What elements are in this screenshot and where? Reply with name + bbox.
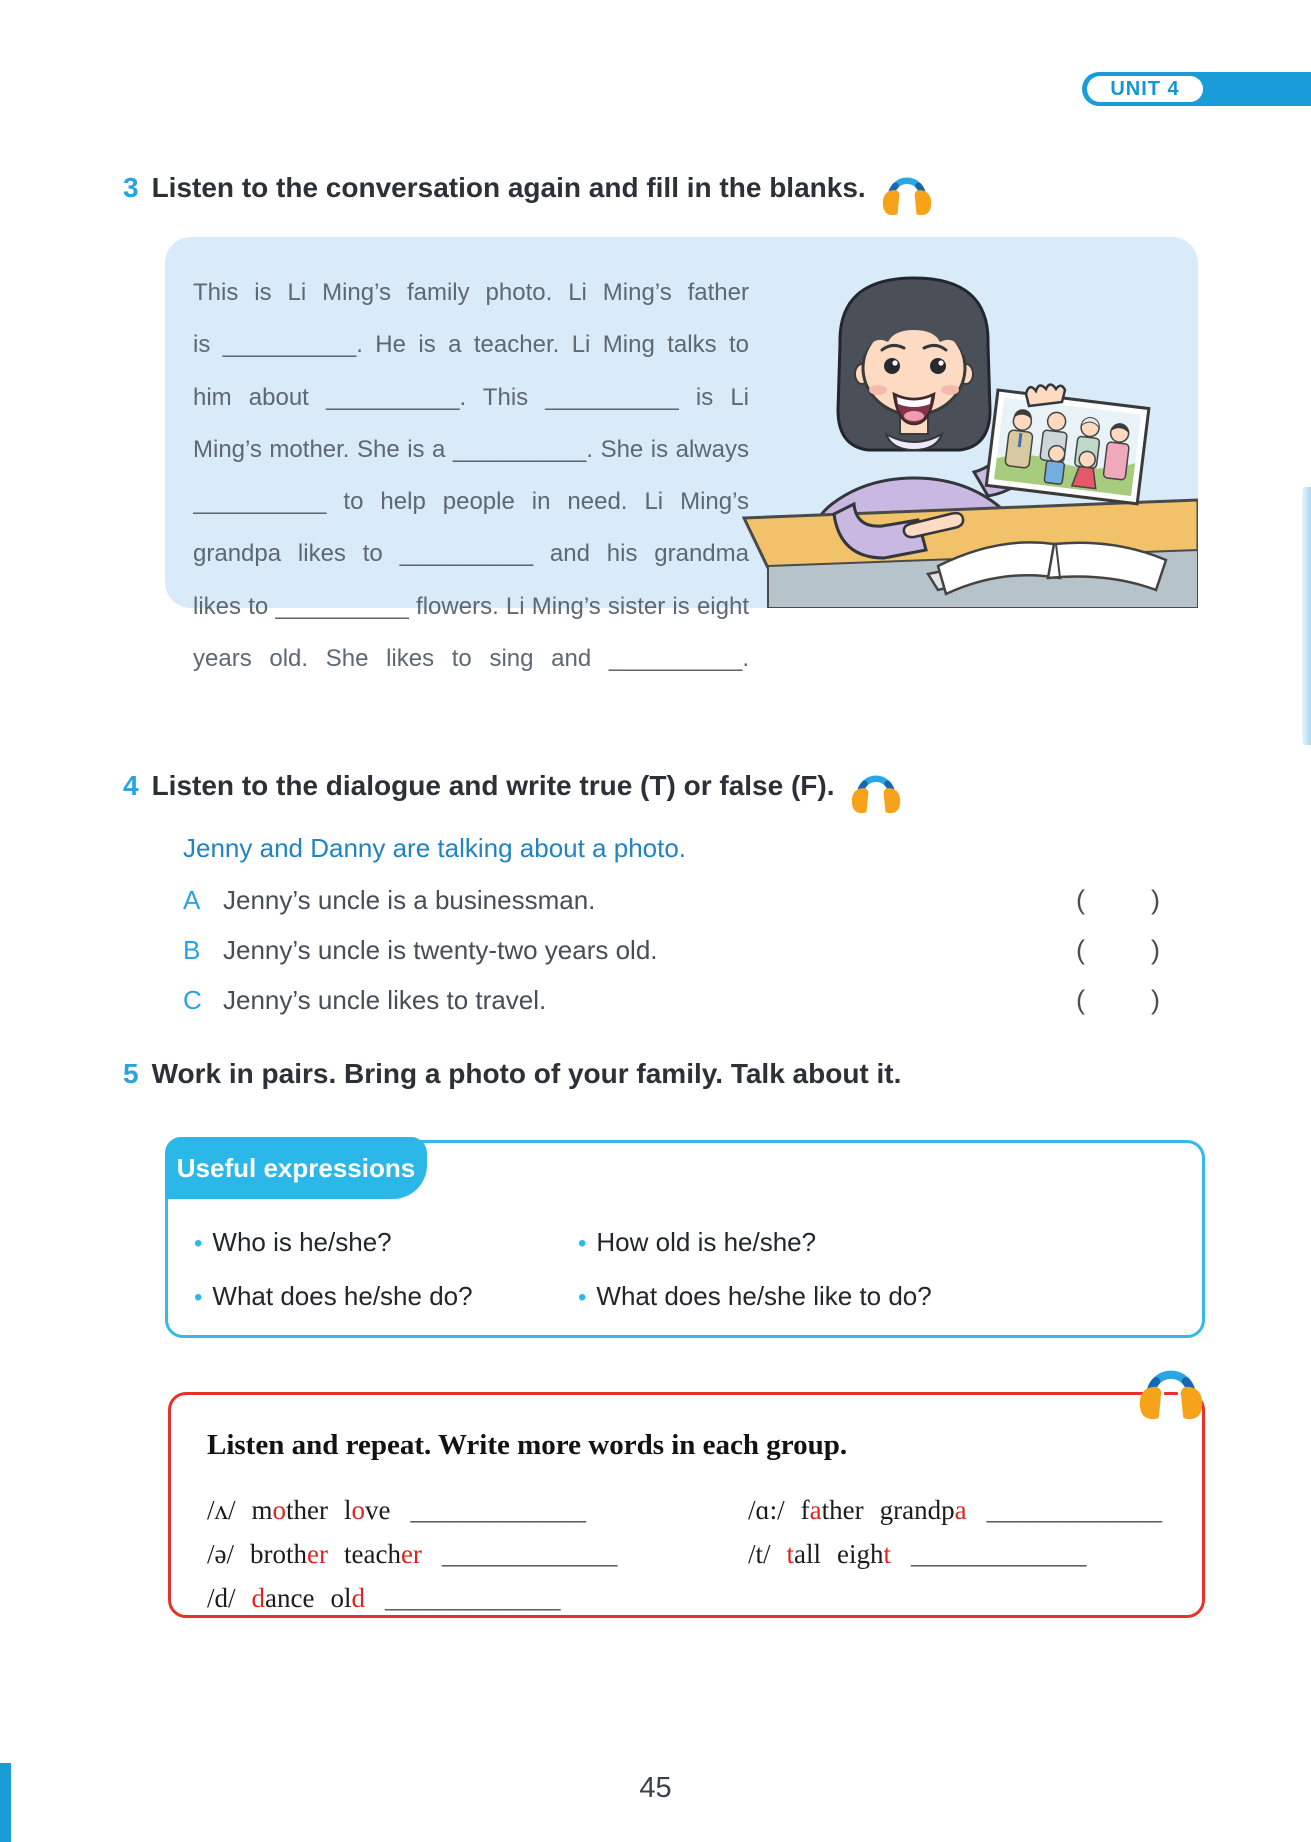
answer-parentheses [1076,935,1160,966]
ipa-symbol: /ɑ:/ [748,1495,785,1525]
phonics-word: tall [786,1539,822,1569]
exercise-5-heading [123,1058,901,1090]
phonics-row [748,1495,1162,1526]
expression-item [578,1281,932,1312]
phonics-word: eight [837,1539,892,1569]
phonics-word: love [344,1495,391,1525]
exercise-5-title: Work in pairs. Bring a photo of your family. Talk about it. [151,1058,902,1089]
holding-hand [1026,385,1065,407]
headphones-icon [848,763,904,815]
passage-line: This is Li Ming’s family photo. Li Ming’s father [193,279,749,306]
bullet-icon: • [578,1284,587,1311]
expression-text: Who is he/she? [212,1227,392,1257]
write-in-blank: _____________ [441,1539,618,1569]
phonics-title: Listen and repeat. Write more words in each group. [207,1429,848,1461]
write-in-blank: _____________ [986,1495,1163,1525]
passage-line: grandpa likes to __________ and his grandma [193,540,749,568]
passage-line: him about __________. This __________ is Li [193,383,749,411]
phonics-word: grandpa [879,1495,967,1525]
dialogue-intro: Jenny and Danny are talking about a photo. [183,833,687,863]
exercise-4-title: Listen to the dialogue and write true (T) or false (F). [151,770,835,801]
expression-item [578,1227,816,1258]
phonics-word: father [800,1495,864,1525]
passage-line: Ming’s mother. She is a __________. She is always [193,435,749,463]
answer-parentheses [1076,885,1160,916]
paren-close: ) [1151,885,1160,915]
phonics-row [207,1583,560,1614]
exercise-3-number: 3 [123,172,139,203]
headphones-icon [879,165,935,217]
passage-line: years old. She likes to sing and __________. [193,645,749,673]
paren-open: ( [1076,935,1085,965]
phonics-word: old [330,1583,365,1613]
passage-line: is __________. He is a teacher. Li Ming talks to [193,331,749,359]
exercise-4-number: 4 [123,770,139,801]
useful-expressions-tab: Useful expressions [165,1137,427,1199]
write-in-blank: _____________ [384,1583,561,1613]
exercise-4-heading [123,760,904,812]
bullet-icon: • [578,1230,587,1257]
phonics-word: teacher [343,1539,422,1569]
useful-expressions-box [165,1140,1205,1338]
true-false-item-b [183,935,1160,977]
expression-text: What does he/she do? [212,1281,473,1311]
phonics-row [207,1495,586,1526]
ipa-symbol: /ʌ/ [207,1495,236,1525]
phonics-row [207,1539,617,1570]
headphones-icon [1135,1351,1207,1425]
ipa-symbol: /d/ [207,1583,236,1613]
item-text: Jenny’s uncle likes to travel. [223,985,547,1015]
fill-in-blanks-passage-box [165,237,1198,673]
paren-close: ) [1151,935,1160,965]
write-in-blank: _____________ [410,1495,587,1525]
true-false-item-a [183,885,1160,927]
item-letter: A [183,885,201,915]
bullet-icon: • [194,1284,203,1311]
paren-open: ( [1076,885,1085,915]
passage-line: __________ to help people in need. Li Ming’s [193,488,749,516]
page-edge-bar [0,1763,11,1842]
expression-item [194,1227,392,1258]
page-number: 45 [639,1772,672,1804]
listen-and-repeat-box [168,1392,1205,1618]
expression-item [194,1281,473,1312]
answer-parentheses [1076,985,1160,1016]
passage-line: likes to __________ flowers. Li Ming’s sister is eight [193,592,749,620]
phonics-word: mother [251,1495,329,1525]
item-text: Jenny’s uncle is a businessman. [223,885,596,915]
paren-close: ) [1151,985,1160,1015]
family-photo [986,390,1149,504]
phonics-word: brother [250,1539,328,1569]
item-letter: B [183,935,201,965]
exercise-3-heading [123,162,935,214]
bullet-icon: • [194,1230,203,1257]
paren-open: ( [1076,985,1085,1015]
ipa-symbol: /ə/ [207,1539,234,1569]
unit-badge-bar [1082,72,1311,106]
expression-text: How old is he/she? [596,1227,817,1257]
expression-text: What does he/she like to do? [596,1281,932,1311]
phonics-row [748,1539,1087,1570]
girl-with-family-photo-illustration [742,252,1198,608]
unit-badge: UNIT 4 [1087,76,1203,102]
item-text: Jenny’s uncle is twenty-two years old. [223,935,658,965]
page-edge-strip [1302,487,1311,745]
write-in-blank: _____________ [911,1539,1087,1569]
exercise-5-number: 5 [123,1058,139,1089]
exercise-3-title: Listen to the conversation again and fill in the blanks. [151,172,866,203]
passage-text [193,267,749,685]
true-false-item-c [183,985,1160,1027]
phonics-word: dance [251,1583,315,1613]
ipa-symbol: /t/ [748,1539,771,1569]
item-letter: C [183,985,202,1015]
